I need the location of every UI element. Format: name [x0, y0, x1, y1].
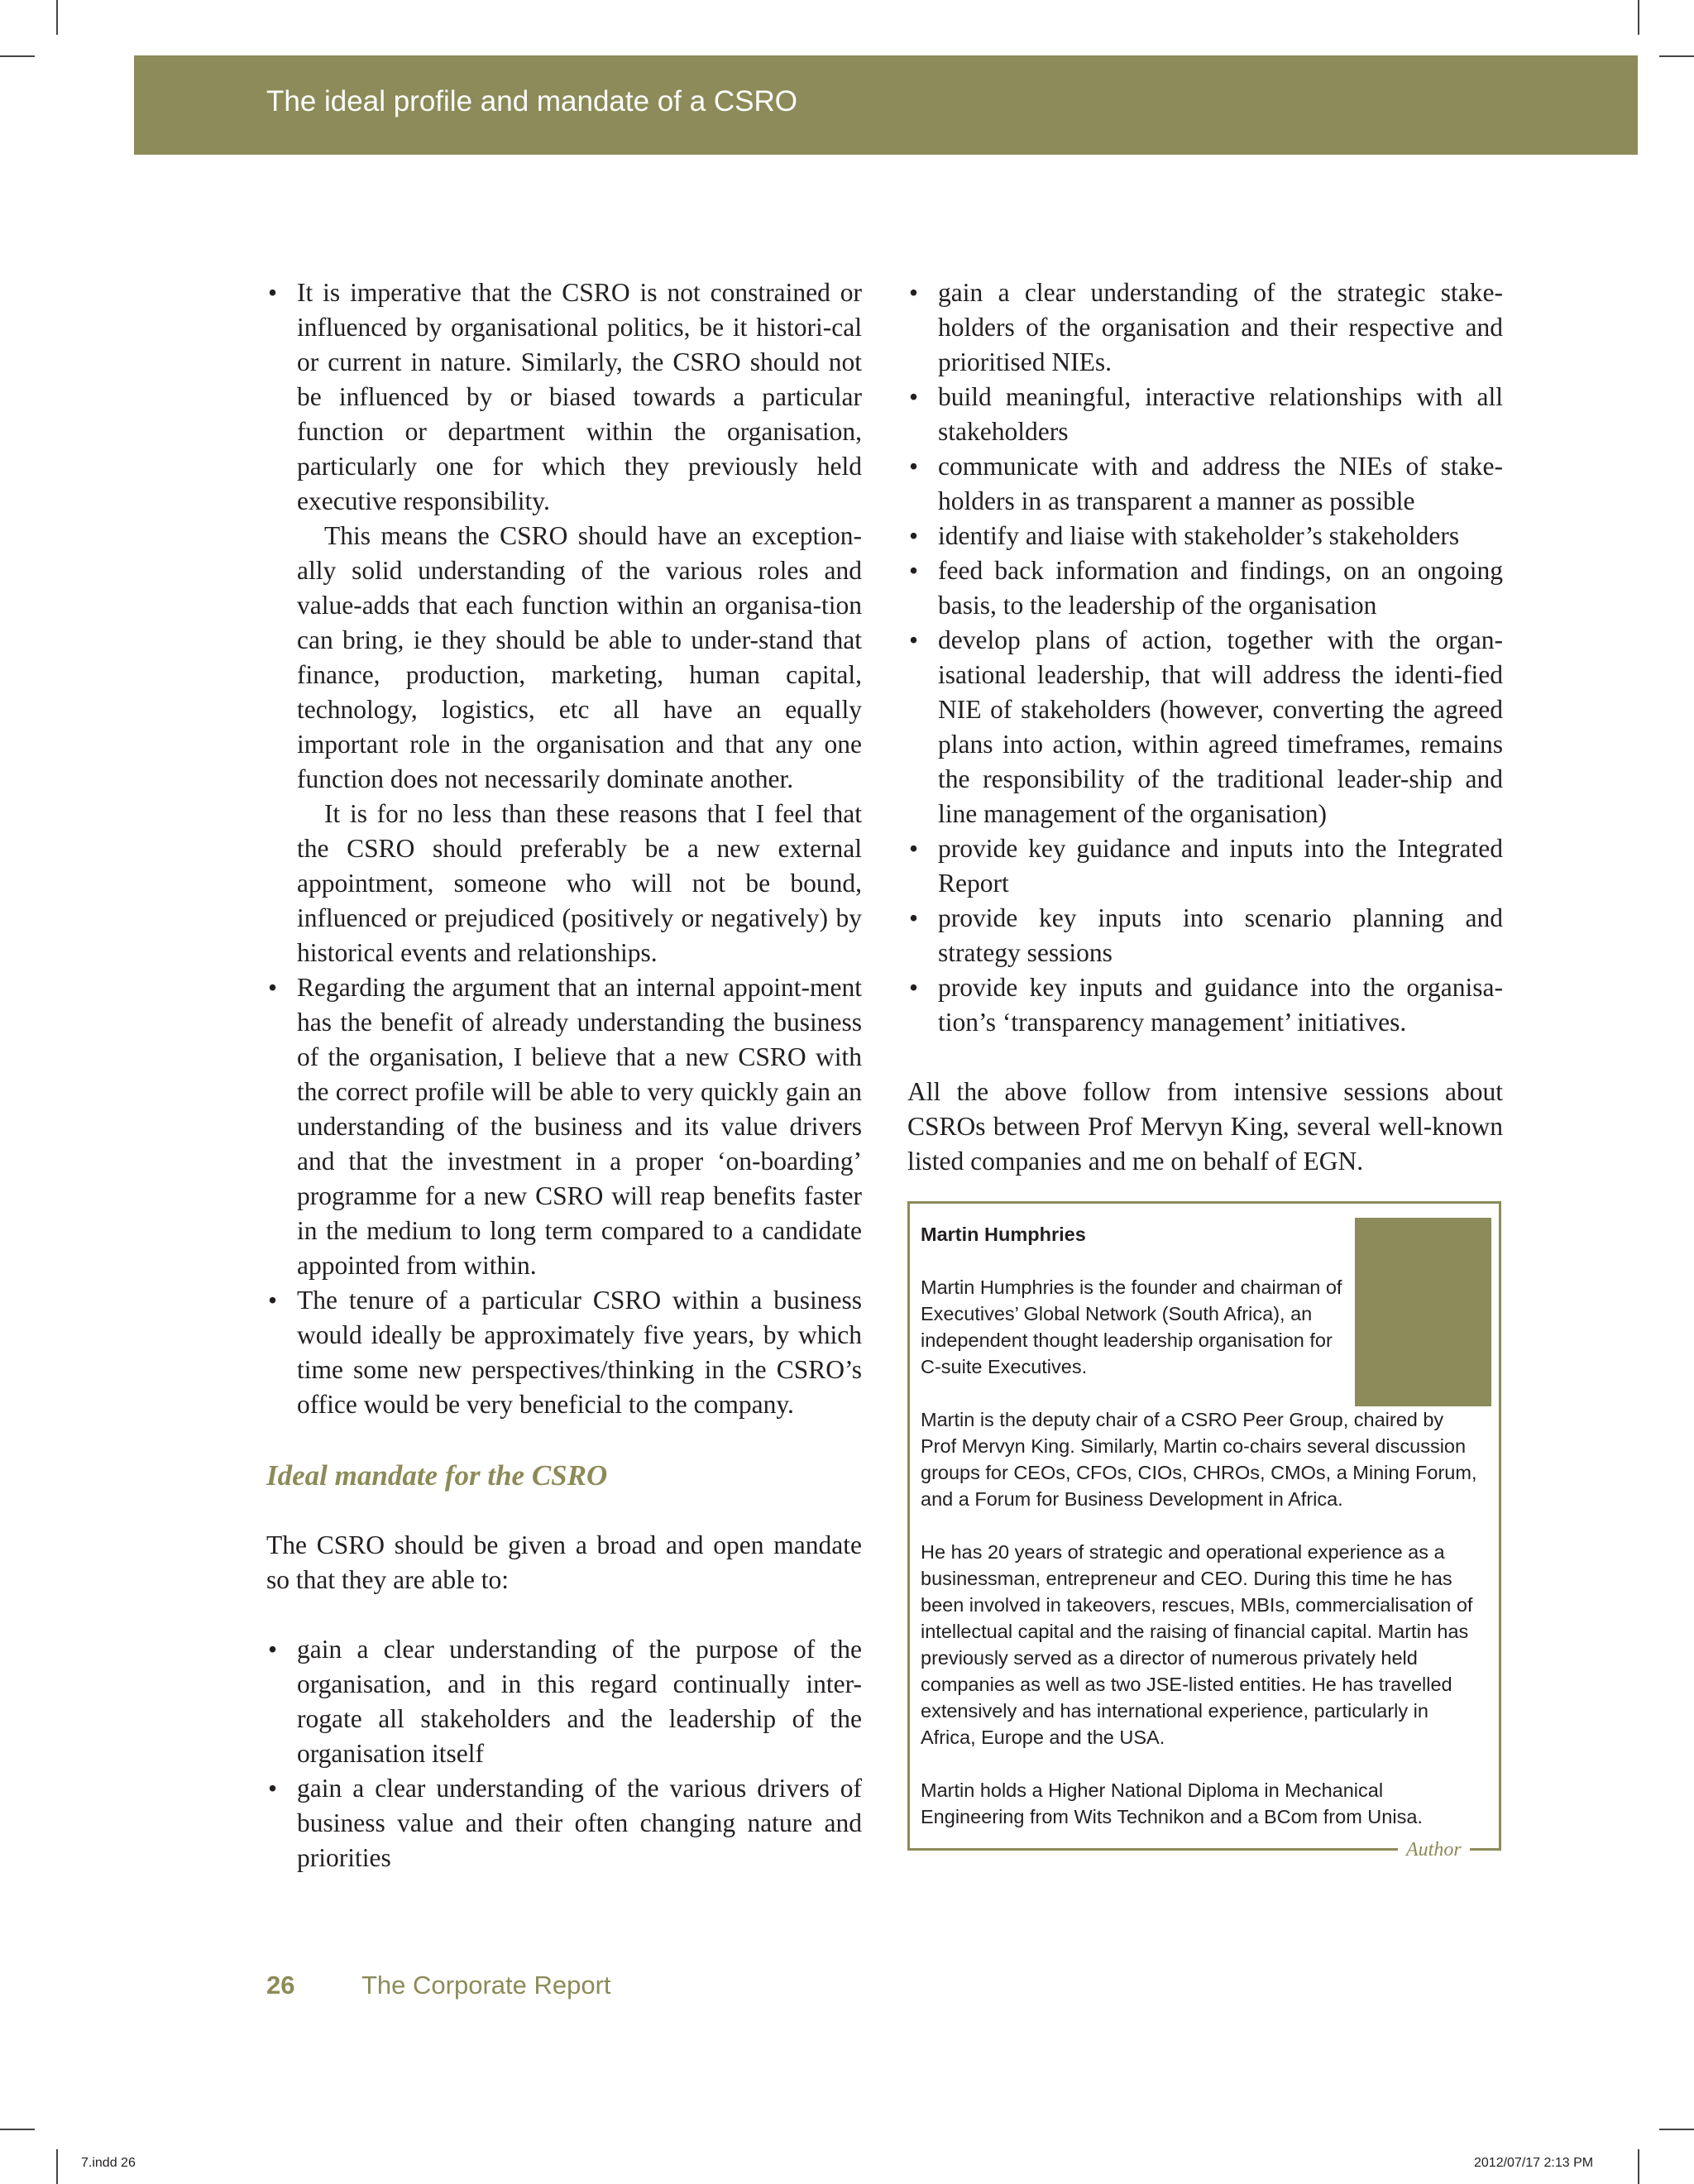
mandate-item: • build meaningful, interactive relationships with all stakeholders — [907, 380, 1503, 449]
section-heading: Ideal mandate for the CSRO — [266, 1459, 608, 1492]
crop-mark — [1638, 0, 1639, 35]
bio-paragraph: He has 20 years of strategic and operational experience as a businessman, entrepreneur and CEO. During this time he has been involved in takeovers, rescues, MBIs, commercialisation of intellectual capital and the raising of financial capital. Martin has previously served as a director of numerous privately held companies as well as two JSE-listed entities. He has travelled extensively and has international experience, particularly in Africa, Europe and the USA. — [921, 1541, 1473, 1748]
author-bio — [921, 1221, 1483, 1830]
bio-paragraph: Martin is the deputy chair of a CSRO Peer Group, chaired by Prof Mervyn King. Similarly, Martin co-chairs several discussion groups for CEOs, CFOs, CIOs, CHROs, CMOs, a Mining Forum, and a Forum for Business Development in Africa. — [921, 1409, 1477, 1510]
indented-paragraph: It is for no less than these reasons that I feel that the CSRO should preferably be a new external appointment, someone who will not be bound, influenced or prejudiced (positively or negatively) by historical events and relationships. — [297, 799, 862, 967]
mandate-item: • identify and liaise with stakeholder’s stakeholders — [907, 519, 1503, 553]
crop-mark — [56, 2149, 58, 2184]
bullet-text: • It is imperative that the CSRO is not constrained or influenced by organisational politics, be it histori-cal or current in nature. Similarly, the CSRO should not be influenced by or biased towards a particular function or department within the organisation, particularly one for which they previously held executive responsibility. — [297, 278, 862, 515]
author-name: Martin Humphries — [921, 1224, 1086, 1245]
bullet-item: • Regarding the argument that an internal appoint-ment has the benefit of already understanding the business of the organisation, I believe that a new CSRO with the correct profile will be able to very quickly gain an understanding of the business and its value drivers and that the investment in a proper ‘on-boarding’ programme for a new CSRO will reap benefits faster in the medium to long term compared to a candidate appointed from within. — [266, 970, 862, 1283]
right-column — [907, 275, 1503, 1179]
bio-paragraph: Martin holds a Higher National Diploma in Mechanical Engineering from Wits Technikon and a BCom from Unisa. — [921, 1779, 1423, 1827]
left-column — [266, 275, 862, 1875]
indented-paragraph: This means the CSRO should have an exception-ally solid understanding of the various roles and value-adds that each function within an organisa-tion can bring, ie they should be able to under-stand that finance, production, marketing, human capital, technology, logistics, etc all have an equally important role in the organisation and that any one function does not necessarily dominate another. — [297, 521, 862, 793]
bio-intro-block — [921, 1221, 1342, 1380]
mandate-item: • provide key guidance and inputs into the Integrated Report — [907, 831, 1503, 901]
mandate-intro: The CSRO should be given a broad and open mandate so that they are able to: — [266, 1530, 862, 1594]
slug-timestamp: 2012/07/17 2:13 PM — [1474, 2156, 1594, 2170]
mandate-item: • communicate with and address the NIEs of stake-holders in as transparent a manner as possible — [907, 449, 1503, 519]
bullet-item: • The tenure of a particular CSRO within a business would ideally be approximately five years, by which time some new perspectives/thinking in the CSRO’s office would be very beneficial to the company. — [266, 1283, 862, 1422]
mandate-list — [266, 1632, 862, 1875]
mandate-item: • gain a clear understanding of the various drivers of business value and their often changing nature and priorities — [266, 1771, 862, 1875]
mandate-item: • gain a clear understanding of the purpose of the organisation, and in this regard continually inter-rogate all stakeholders and the leadership of the organisation itself — [266, 1632, 862, 1771]
bio-paragraph: Martin Humphries is the founder and chairman of Executives’ Global Network (South Africa), an independent thought leadership organisation for C-suite Executives. — [921, 1276, 1342, 1377]
mandate-item: • provide key inputs and guidance into the organisa-tion’s ‘transparency management’ initiatives. — [907, 970, 1503, 1040]
crop-mark — [1659, 55, 1694, 57]
crop-mark — [1659, 2129, 1694, 2130]
publication-name: The Corporate Report — [361, 1971, 611, 2000]
crop-mark — [56, 0, 58, 35]
crop-mark — [0, 55, 35, 57]
page-number: 26 — [266, 1971, 295, 2000]
author-credit: Author — [1398, 1837, 1470, 1863]
crop-mark — [1638, 2149, 1639, 2184]
bullet-item — [266, 275, 862, 970]
mandate-item: • gain a clear understanding of the strategic stake-holders of the organisation and their respective and prioritised NIEs. — [907, 275, 1503, 380]
bullet-list — [266, 275, 862, 1422]
crop-mark — [0, 2129, 35, 2130]
closing-paragraph: All the above follow from intensive sessions about CSROs between Prof Mervyn King, several well-known listed companies and me on behalf of EGN. — [907, 1077, 1503, 1176]
mandate-item: • develop plans of action, together with the organ-isational leadership, that will address the identi-fied NIE of stakeholders (however, converting the agreed plans into action, within agreed timeframes, remains the responsibility of the traditional leader-ship and line management of the organisation) — [907, 623, 1503, 831]
slug-filename: 7.indd 26 — [81, 2156, 136, 2170]
mandate-item: • feed back information and findings, on an ongoing basis, to the leadership of the organisation — [907, 553, 1503, 623]
mandate-item: • provide key inputs into scenario planning and strategy sessions — [907, 901, 1503, 970]
mandate-list — [907, 275, 1503, 1040]
header-band — [134, 55, 1638, 155]
running-header-title: The ideal profile and mandate of a CSRO — [266, 85, 798, 117]
